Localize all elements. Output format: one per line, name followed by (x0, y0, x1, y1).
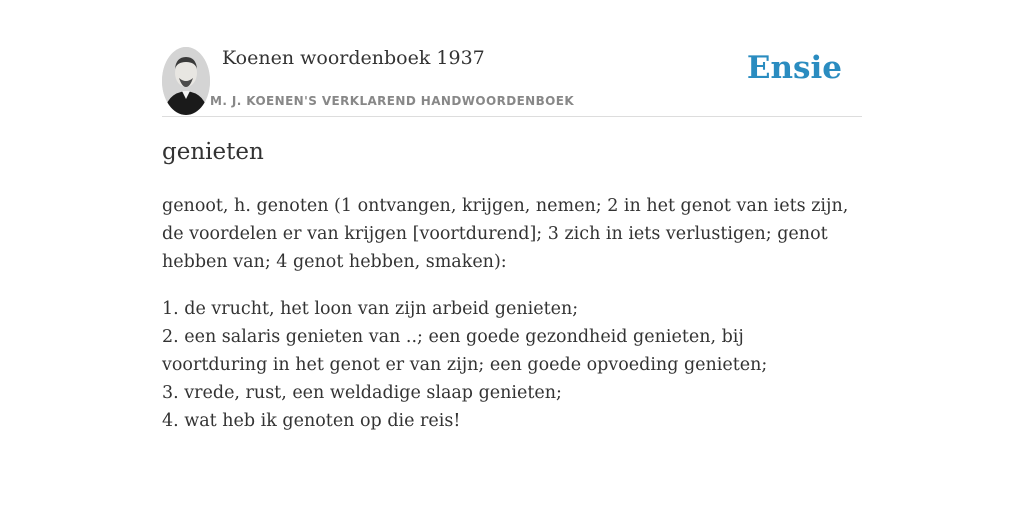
dictionary-header (162, 44, 862, 117)
dictionary-title[interactable]: Koenen woordenboek 1937 (222, 47, 485, 69)
portrait-photo-icon (162, 47, 210, 115)
brand-logo-link[interactable]: Ensie (746, 50, 842, 86)
example-item: 4. wat heb ik genoten op die reis! (162, 411, 461, 431)
example-item: 1. de vrucht, het loon van zijn arbeid genieten; (162, 299, 579, 319)
entry-headword: genieten (162, 139, 264, 165)
example-item: 3. vrede, rust, een weldadige slaap genieten; (162, 383, 562, 403)
dictionary-subtitle: M. J. KOENEN'S VERKLAREND HANDWOORDENBOEK (210, 94, 575, 108)
example-item: 2. een salaris genieten van ..; een goede gezondheid genieten, bij voortduring in het genot er van zijn; een goede opvoeding genieten; (162, 327, 768, 375)
entry-definition: genoot, h. genoten (1 ontvangen, krijgen, nemen; 2 in het genot van iets zijn, de voordelen er van krijgen [voortdurend]; 3 zich in iets verlustigen; genot hebben van; 4 genot hebben, smaken): (162, 196, 849, 272)
entry-examples (162, 295, 852, 435)
